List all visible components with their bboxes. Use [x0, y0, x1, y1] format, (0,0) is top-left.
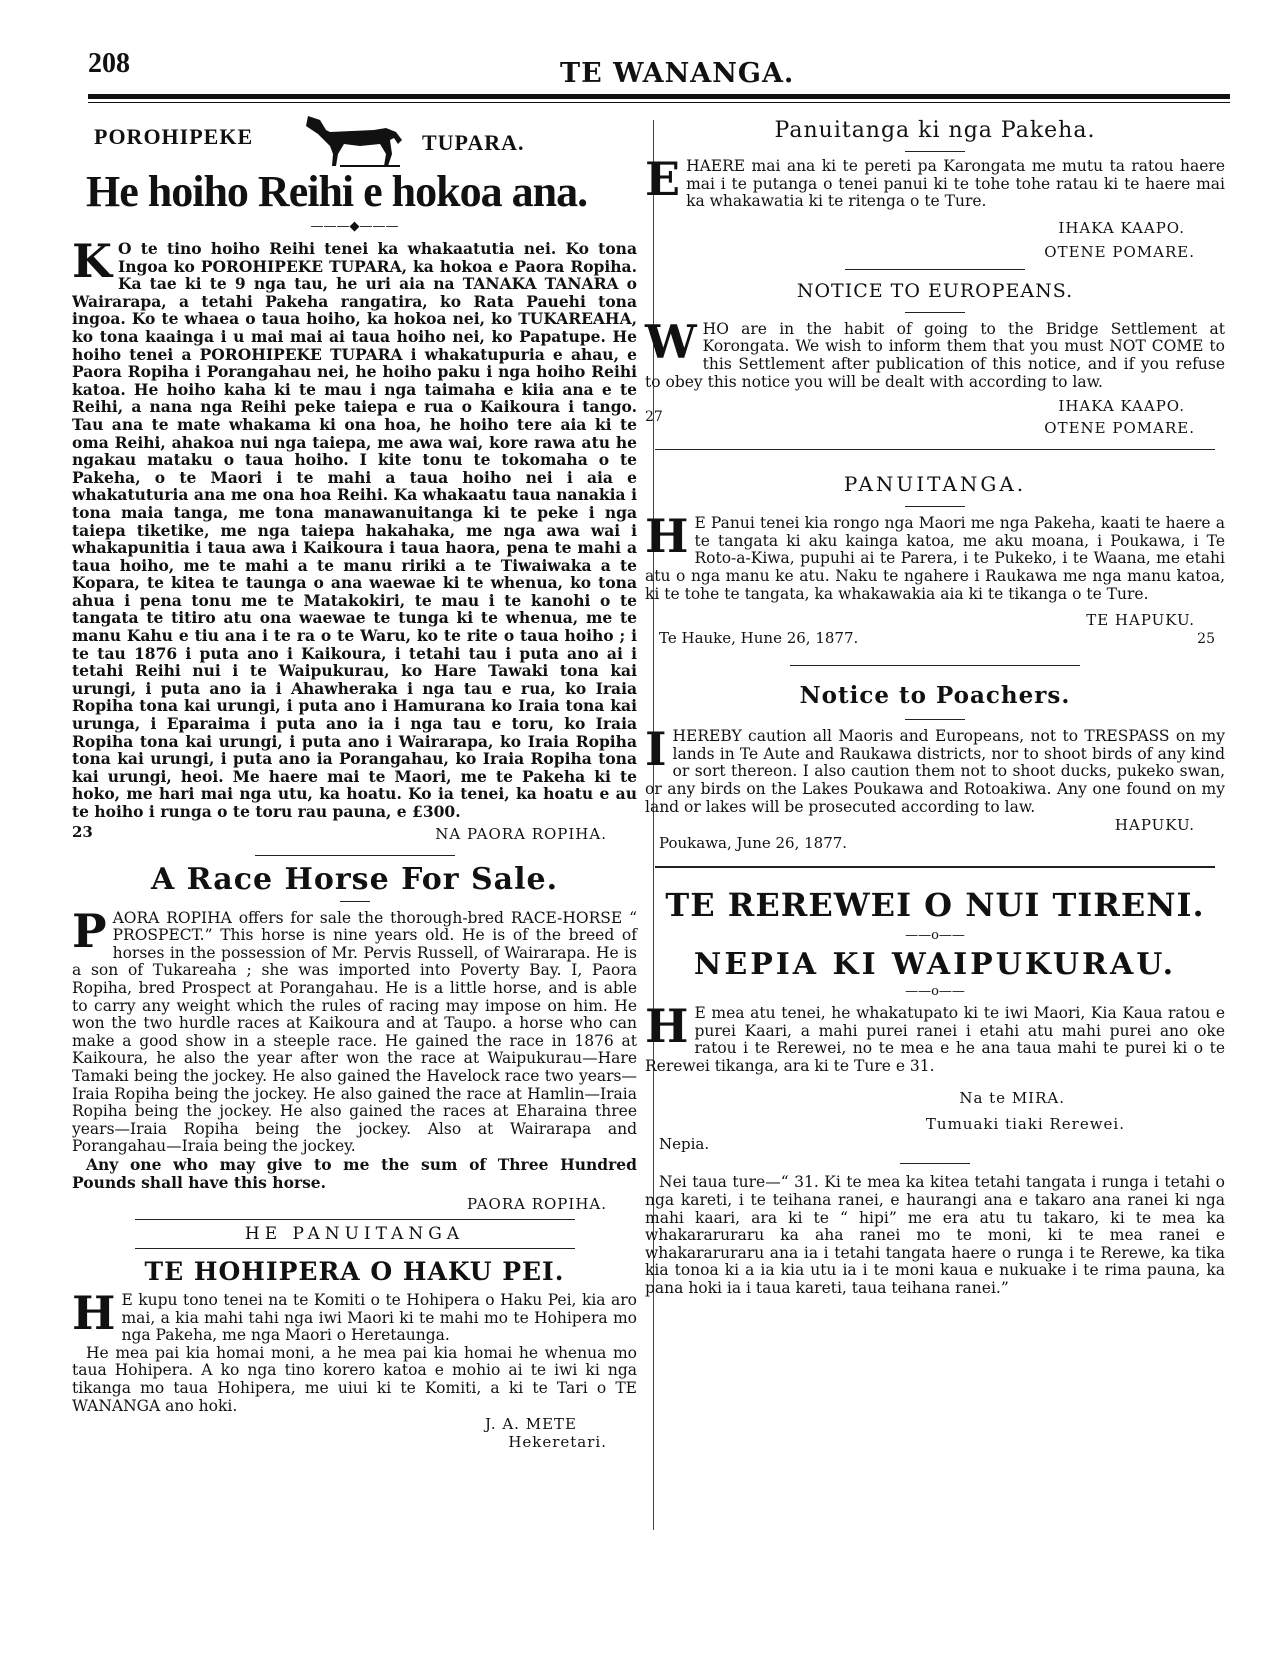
page-number: 208 — [88, 48, 130, 79]
rule — [905, 719, 965, 720]
poro-number: 23 — [72, 822, 93, 841]
left-column — [72, 118, 637, 1451]
notice-eu-sig-1: IHAKA KAAPO. — [1058, 397, 1185, 416]
rerewei-subheading: NEPIA KI WAIPUKURAU. — [693, 947, 1177, 983]
header-rule-thin — [88, 102, 1230, 103]
notice-eu-number: 27 — [645, 409, 663, 426]
panuitanga-heading: PANUITANGA. — [843, 472, 1027, 497]
rerewei-body: E mea atu tenei, he whakatupato ki te iwi Maori, Kia Kaua ratou e purei Kaari, a mahi purei ranei i etahi atu mahi purei ano oke ratou i te Rerewei, no te mea e he ana taua mahi te purei ki o te Rerewei tikanga, ara ki te Ture e 31. — [645, 1004, 1225, 1075]
rule — [905, 506, 965, 507]
notice-eu-sig-2: OTENE POMARE. — [1044, 419, 1195, 438]
hohipera-body-1: E kupu tono tenei na te Komiti o te Hohipera o Haku Pei, kia aro mai, a kia mahi tahi nga iwi Maori ki te mahi mo te Hohipera mo nga Pakeha, me nga Maori o Heretaunga. — [121, 1291, 637, 1345]
rule — [655, 449, 1215, 450]
dropcap: E — [645, 152, 681, 206]
poro-signature: NA PAORA ROPIHA. — [435, 824, 607, 843]
rule — [135, 1219, 575, 1220]
panuitanga-dateline: Te Hauke, Hune 26, 1877. — [659, 629, 859, 648]
poachers-body: HEREBY caution all Maoris and Europeans, not to TRESPASS on my lands in Te Aute and Raukawa districts, nor to shoot birds of any kind or sort thereon. I also caution them not to shoot ducks, pukeko swan, or any birds on the Lakes Poukawa and Rotoakiwa. Any one found on my land or lakes will be prosecuted according to law. — [645, 727, 1225, 816]
race-body: AORA ROPIHA offers for sale the thorough-bred RACE-HORSE “ PROSPECT.” This horse is nine years old. He is of the breed of horses in the possession of Mr. Pervis Russell, of Wairarapa. He is a son of Tukareaha ; she was imported into Poverty Bay. I, Paora Ropiha, bred Prospect at Porangahau. He is a little horse, and is able to carry any weight which the rules of racing may impose on him. He won the two hurdle races at Kaikoura and at Taupo. a horse who can make a good show in a steeple race. He gained the race in 1876 at Kaikoura, he also the year after won the race at Waipukurau—Hare Tamaki being the jockey. He also gained the Havelock race two years—Iraia Ropiha being the jockey. He also gained the race at Hamlin—Iraia Ropiha being the jockey. He also gained the races at Eharaina three years—Iraia Ropiha being the jockey. Also at Wairarapa and Porangahau—Iraia being the jockey. — [72, 908, 637, 1156]
rerewei-sig-1: Na te MIRA. — [959, 1089, 1065, 1108]
panui-pakeha-body: HAERE mai ana ki te pereti pa Karongata me mutu ta ratou haere mai i te putanga o tenei panui ki te tohe tohe ratau ki te haere mai ka whakawatia ki te ritenga o te Ture. — [686, 157, 1225, 211]
rerewei-rule-text: Nei taua ture—“ 31. Ki te mea ka kitea tetahi tangata i runga i tetahi o nga kareti, i te teihana ranei, e haurangi ana e takaro ana ranei ki nga mahi kaari, ara ki te “ hipi” me era atu tu takaro, ki te mea ka whakararuraru ka aha ranei mo te moni, ki te mea ranei e whakararuraru ana ia i tetahi tangata haere o runga i te Rerewe, ka tika kia tonoa ki a ia kia utu ia i te moni kaua e nukuake i te rima pauna, ka pana hoki ia i taua kareti, taua teihana ranei.” — [645, 1173, 1225, 1298]
dropcap: H — [645, 509, 689, 564]
poachers-signature: HAPUKU. — [1114, 816, 1195, 835]
rerewei-place: Nepia. — [659, 1135, 710, 1154]
header-rule — [88, 94, 1230, 99]
poro-article — [72, 234, 637, 821]
dropcap: H — [72, 1286, 116, 1341]
right-column — [645, 118, 1225, 1298]
rule — [790, 665, 1080, 666]
panui-pakeha-article — [645, 152, 1225, 211]
hohipera-article — [72, 1286, 637, 1345]
dropcap: H — [645, 999, 689, 1054]
rerewei-article — [645, 999, 1225, 1075]
dropcap: I — [645, 722, 667, 777]
rule — [905, 151, 965, 152]
race-signature: PAORA ROPIHA. — [466, 1195, 607, 1214]
ornament-1: ——o—— — [905, 928, 965, 944]
panui-pakeha-sig-2: OTENE POMARE. — [1044, 242, 1195, 261]
rerewei-sig-2: Tumuaki tiaki Rerewei. — [925, 1115, 1125, 1134]
ornament-2: ——o—— — [905, 984, 965, 1000]
panuitanga-signature: TE HAPUKU. — [1086, 611, 1195, 630]
poro-heading-left: POROHIPEKE — [94, 124, 254, 149]
poro-subheading: He hoiho Reihi e hokoa ana. — [86, 167, 588, 216]
rerewei-heading: TE REREWEI O NUI TIRENI. — [665, 886, 1205, 925]
hohipera-body-2: He mea pai kia homai moni, a he mea pai kia homai he whenua mo taua Hohipera. A ko nga tino korero katoa e mohio ai te iwi ki nga tikanga mo taua Hohipera, me uiui ki te Komiti, a ki te Tari o TE WANANGA ano hoki. — [72, 1343, 637, 1415]
poro-heading-right: TUPARA. — [422, 130, 525, 155]
panui-pakeha-sig-1: IHAKA KAAPO. — [1058, 218, 1185, 237]
hohipera-label: HE PANUITANGA — [244, 1224, 465, 1245]
race-heading: A Race Horse For Sale. — [150, 861, 559, 897]
hohipera-title: Hekeretari. — [508, 1433, 607, 1452]
race-closing: Any one who may give to me the sum of Three Hundred Pounds shall have this horse. — [72, 1154, 637, 1192]
rule — [905, 312, 965, 313]
poachers-heading: Notice to Poachers. — [799, 682, 1071, 710]
poachers-article — [645, 722, 1225, 816]
rule — [135, 1248, 575, 1249]
dropcap: K — [72, 234, 112, 288]
dropcap: P — [72, 903, 107, 958]
masthead-title: TE WANANGA. — [560, 58, 795, 89]
rule — [655, 866, 1215, 868]
poro-body: O te tino hoiho Reihi tenei ka whakaatutia nei. Ko tona Ingoa ko POROHIPEKE TUPARA, ka hokoa e Paora Ropiha. Ka tae ki te 9 nga tau, he uri aia na TANAKA TANARA o Wairarapa, a tetahi Pakeha rangatira, ko Rata Pauehi tona ingoa. Ko te whaea o taua hoiho, ka hokoa nei, ko TUKAREAHA, ko tona kaainga i u mai mai ai taua hoiho nei, ko Papatupe. He hoiho tenei a POROHIPEKE TUPARA i whakatupuria e ahau, e Paora Ropiha i Porangahau nei, he hoiho paku i nga hoiho Reihi katoa. He hoiho kaha ki te mau i nga taimaha e kiia ana e te Reihi, a nana nga Reihi peke taiepa e rua o Kaikoura i tango. Tau ana te mate whakama ki ona hoa, he hoiho tere aia ki te oma Reihi, ahakoa nui nga taiepa, me awa wai, kore rawa atu he ngakau mataku o taua hoiho. I kite tonu te tokomaha o te Pakeha, o te Maori i te mahi a taua hoiho nei i aia e whakatuturia ana me ona hoa Reihi. Ka whakaatu taua nanakia i tona maia tanga, me tona manawanuitanga ki te peke i nga taiepa tiketike, me nga taiepa hakahaka, me nga awa wai i whakapunitia i taua awa i Kaikoura i taua haora, pena te mahi a taua hoiho, me te mahi a te manu ririki a te Tiwaiwaka a te Kopara, te kitea te taunga o ana waewae ki te whenua, ko tona ahua i pena tonu me te Matakokiri, te mau i te kanohi o te tangata te titiro atu ona waewae te tunga ki te whenua, me te manu Kahu e tiu ana i te ra o te Waru, ko te rite o taua hoiho ; i te tau 1876 i puta ano i Kaikoura, i tetahi tau i puta ano ai i tetahi Reihi nui i te Waipukurau, ko Hare Tawaki tona kai urungi, i puta ano ia i Ahawheraka i nga tau e rua, ko Iraia Ropiha tona kai urungi, i puta ano i Hamurana ko Iraia tona kai urunga, i Eparaima i puta ano ia i nga tau e toru, ko Iraia Ropiha tona kai urungi, i puta ano i Wairarapa, ko Iraia Ropiha tona kai urungi, i puta ano ia Porangahau, ko Iraia Ropiha tona kai urungi, heoi. Me haere mai te Maori, me te Pakeha ki te hoko, me hari mai nga utu, ka hoatu. Ko ia tenei, ka hoatu e au te hoiho i runga o te toru rau pauna, e £300. — [72, 239, 637, 821]
panuitanga-body: E Panui tenei kia rongo nga Maori me nga Pakeha, kaati te haere a te tangata ki aku kainga katoa, me aku moana, i Poukawa, i Te Roto-a-Kiwa, pupuhi ai te Parera, i te Pukeko, i te Waana, me etahi atu o nga manu ke atu. Naku te ngahere i Raukawa me nga manu katoa, ki te tohe te tangata, ka whakawakia aia ki te tikanga o te Ture. — [645, 514, 1225, 603]
race-article — [72, 903, 637, 1156]
rule — [255, 855, 455, 856]
dropcap: W — [645, 314, 697, 369]
panui-pakeha-heading: Panuitanga ki nga Pakeha. — [774, 118, 1096, 143]
panuitanga-article — [645, 509, 1225, 603]
hohipera-signature: J. A. METE — [484, 1415, 577, 1434]
hohipera-heading: TE HOHIPERA O HAKU PEI. — [144, 1257, 565, 1287]
rule — [340, 901, 370, 902]
rule — [845, 269, 1025, 270]
poachers-dateline: Poukawa, June 26, 1877. — [659, 834, 848, 853]
rule — [900, 1163, 970, 1164]
notice-eu-article — [645, 314, 1225, 391]
notice-eu-body: HO are in the habit of going to the Bridge Settlement at Korongata. We wish to inform them that you must NOT COME to this Settlement after publication of this notice, and if you refuse to obey this notice you will be dealt with according to law. — [645, 319, 1225, 391]
notice-eu-heading: NOTICE TO EUROPEANS. — [796, 279, 1074, 302]
ornament-divider: ———◆——— — [310, 219, 399, 234]
panuitanga-number: 25 — [1197, 631, 1215, 648]
